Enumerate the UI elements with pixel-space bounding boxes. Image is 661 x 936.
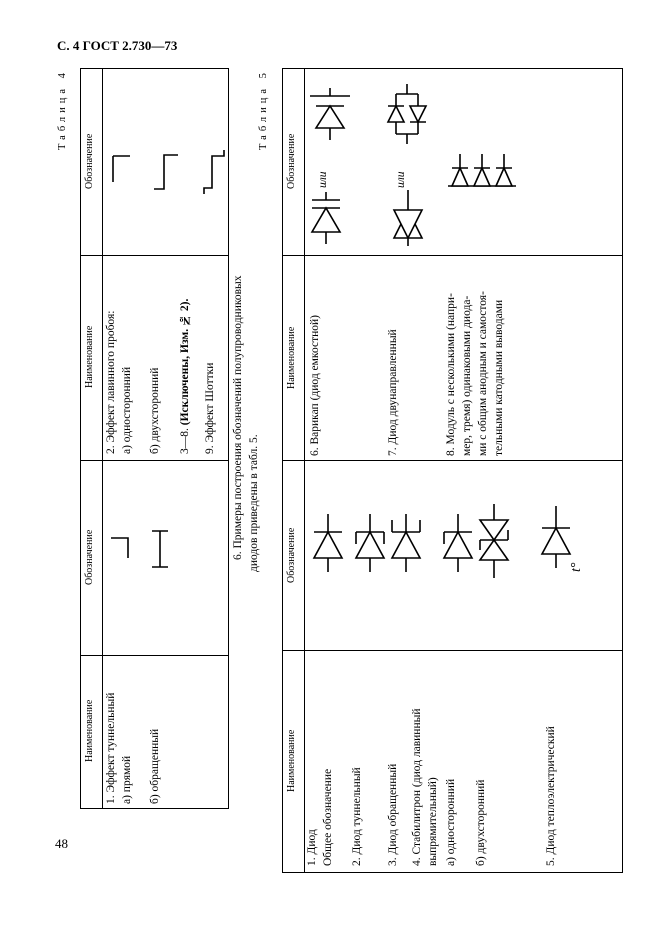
table4-row1b-name: б) обращенный	[149, 728, 161, 804]
temperature-label: t°	[569, 562, 584, 572]
thermoelectric-diode-icon	[538, 506, 590, 582]
table4-row1a-name: а) прямой	[121, 755, 133, 804]
table5-row8-name-4: тельными катодными выводами	[493, 299, 505, 456]
varicap-alt-icon	[308, 88, 352, 140]
table4-row2a-name: а) односторонний	[121, 366, 133, 454]
bidirectional-diode-icon	[386, 190, 430, 246]
table5-row2-name: 2. Диод туннельный	[351, 767, 363, 866]
reversed-diode-icon	[386, 514, 426, 572]
diode-icon	[308, 514, 348, 572]
page-header: С. 4 ГОСТ 2.730—73	[57, 38, 178, 53]
table5-column-rule-1	[282, 255, 623, 256]
table4-border-bottom	[228, 68, 229, 808]
table5-border-right	[282, 68, 623, 69]
table4-header-rule	[102, 68, 103, 808]
table5-row8-name: 8. Модуль с несколькими (напри-	[445, 293, 457, 456]
table4-column-rule-1	[80, 255, 229, 256]
table5-row8-name-2: мер, тремя) одинаковыми диода-	[461, 295, 473, 456]
tunnel-diode-icon	[350, 514, 390, 572]
table4-row3-number: 3—8.	[179, 425, 191, 454]
tunnel-effect-forward-icon	[108, 534, 132, 562]
table5-row1-name: 1. Диод	[306, 829, 318, 866]
table5-column-rule-2	[282, 460, 623, 461]
table4-header-name-1: Наименование	[84, 699, 95, 763]
table5-header-symbol-1: Обозначение	[286, 527, 297, 583]
table4-header-symbol-2: Обозначение	[84, 133, 95, 190]
tunnel-effect-reversed-icon	[149, 528, 171, 570]
table5-row4-name: 4. Стабилитрон (диод лавинный	[411, 708, 423, 866]
table5-row3-name: 3. Диод обращенный	[387, 763, 399, 866]
table5-row4-name-2: выпрямительный)	[427, 777, 439, 866]
intro-line-2: диодов приведены в табл. 5.	[248, 434, 260, 572]
avalanche-two-sided-icon	[152, 150, 180, 194]
table4-border-right	[80, 68, 229, 69]
page-number: 48	[55, 836, 68, 851]
table4-row9-name: 9. Эффект Шоттки	[204, 362, 216, 454]
table5-column-rule-3	[282, 650, 623, 651]
varicap-icon	[304, 192, 348, 244]
table5-row1-name-2: Общее обозначение	[322, 768, 334, 866]
avalanche-one-sided-icon	[108, 152, 134, 188]
or-label: или	[317, 171, 329, 188]
table5-row6-name: 6. Варикап (диод емкостной)	[309, 315, 321, 456]
table5-row4b-name: б) двухсторонний	[475, 779, 487, 866]
table5-label: Таблица 5	[258, 69, 269, 150]
table5-border-left	[282, 872, 623, 873]
table4-column-rule-3	[80, 655, 229, 656]
table4-label: Таблица 4	[57, 69, 68, 150]
table5-border-top	[282, 68, 283, 872]
table5-header-name-2: Наименование	[286, 326, 297, 389]
table5-row8-name-3: ми с общим анодным и самостоя-	[477, 291, 489, 456]
table4-border-left	[80, 808, 229, 809]
table4-header-symbol-1: Обозначение	[84, 529, 95, 585]
table5-row5-name: 5. Диод теплоэлектрический	[545, 726, 557, 866]
table4-header-name-2: Наименование	[84, 325, 95, 389]
diode-module-icon	[446, 142, 518, 196]
intro-line-1: 6. Примеры построения обозначений полупроводниковых	[232, 275, 244, 560]
zener-one-sided-icon	[438, 514, 478, 572]
table4-row2-name: 2. Эффект лавинного пробоя:	[105, 310, 117, 454]
bidirectional-diode-alt-icon	[384, 84, 430, 144]
table5-row4a-name: а) односторонний	[445, 778, 457, 866]
table5-row7-name: 7. Диод двунаправленный	[387, 329, 399, 456]
table4-row1-name: 1. Эффект туннельный	[105, 692, 117, 804]
table5-header-rule	[304, 68, 305, 872]
or-label-2: или	[395, 171, 407, 188]
table4-row2b-name: б) двухсторонний	[149, 367, 161, 454]
table5-border-bottom	[622, 68, 623, 872]
schottky-effect-icon	[200, 146, 226, 198]
table4-row3-excluded: (Исключены, Изм. № 2).	[179, 298, 191, 426]
table4-column-rule-2	[80, 460, 229, 461]
table4-row3-note	[180, 258, 196, 454]
table4-border-top	[80, 68, 81, 808]
table5-header-symbol-2: Обозначение	[286, 133, 297, 190]
zener-two-sided-icon	[474, 504, 514, 578]
table5-header-name-1: Наименование	[286, 729, 297, 793]
